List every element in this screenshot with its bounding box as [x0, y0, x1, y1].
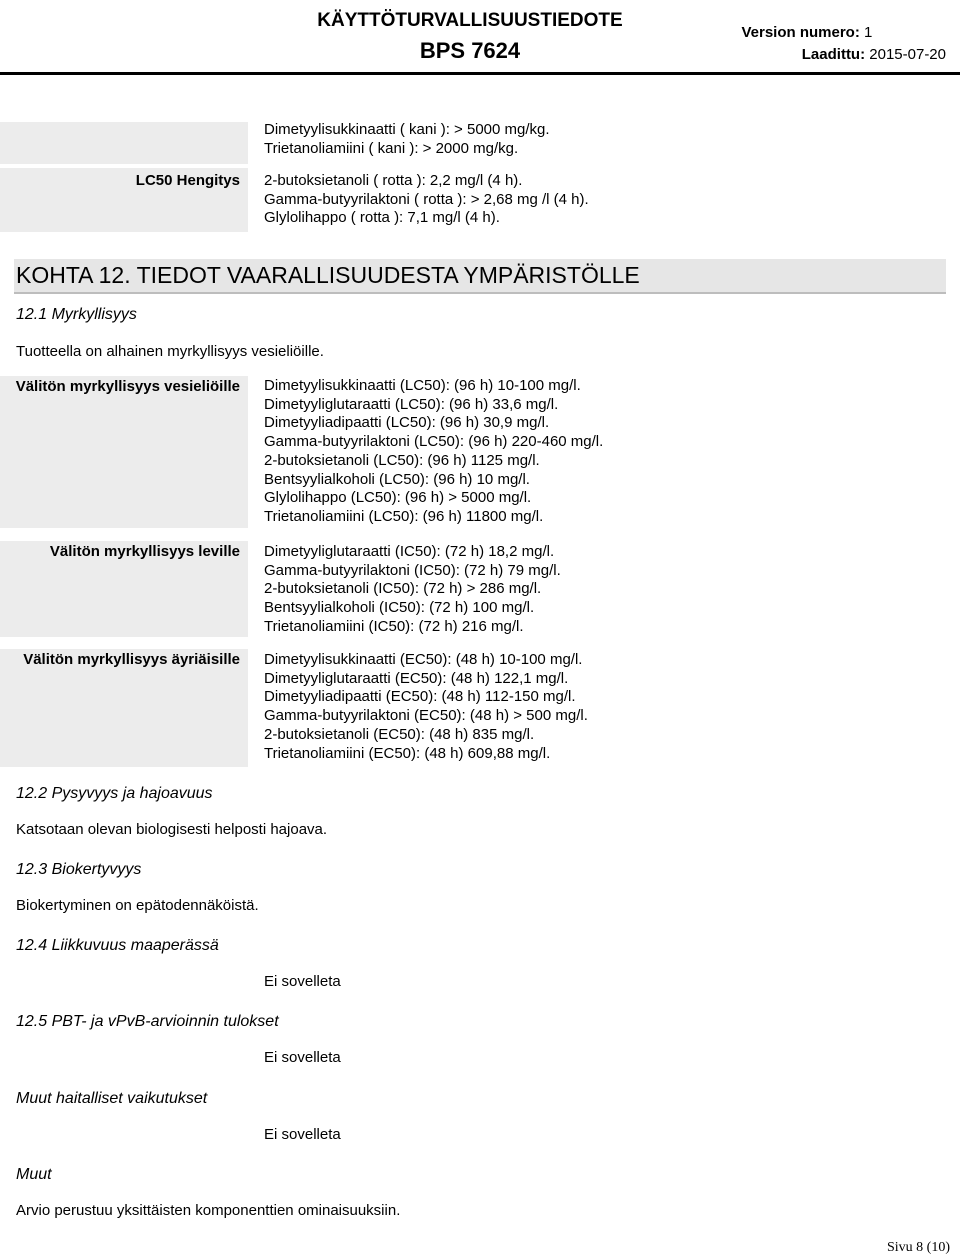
mobility-text: Ei sovelleta [264, 973, 341, 990]
value-line: 2-butoksietanoli (EC50): (48 h) 835 mg/l. [264, 725, 535, 743]
value-line: 2-butoksietanoli (IC50): (72 h) > 286 mg/l. [264, 580, 542, 598]
degradability-text: Katsotaan olevan biologisesti helposti hajoava. [16, 821, 328, 838]
value-line: Trietanoliamiini (EC50): (48 h) 609,88 mg/l. [264, 744, 551, 762]
row-label-algae: Välitön myrkyllisyys leville [0, 541, 248, 637]
value-line: Dimetyyliadipaatti (LC50): (96 h) 30,9 mg/l. [264, 414, 550, 432]
row-values-crustaceans [264, 651, 588, 763]
other-text: Arvio perustuu yksittäisten komponenttien ominaisuuksiin. [16, 1202, 401, 1219]
value-line: Dimetyyliglutaraatti (EC50): (48 h) 122,1 mg/l. [264, 669, 569, 687]
version-value: 1 [864, 24, 873, 41]
tox-row-values [264, 172, 589, 228]
subsection-heading-12-2: 12.2 Pysyvyys ja hajoavuus [16, 785, 213, 802]
date-label: Laadittu: [801, 46, 866, 63]
bioaccumulation-text: Biokertyminen on epätodennäköistä. [16, 897, 259, 914]
document-title: KÄYTTÖTURVALLISUUSTIEDOTE [317, 10, 623, 31]
date-info [802, 46, 946, 63]
value-line: 2-butoksietanoli (LC50): (96 h) 1125 mg/l. [264, 451, 540, 469]
value-line: Glylolihappo ( rotta ): 7,1 mg/l (4 h). [264, 209, 500, 227]
value-line: Dimetyylisukkinaatti (LC50): (96 h) 10-100 mg/l. [264, 377, 581, 394]
value-line: Trietanoliamiini ( kani ): > 2000 mg/kg. [264, 139, 519, 157]
value-line: Dimetyylisukkinaatti ( kani ): > 5000 mg/kg. [264, 121, 550, 138]
date-value: 2015-07-20 [869, 46, 946, 63]
row-values-aquatic [264, 377, 603, 527]
value-line: Dimetyyliglutaraatti (IC50): (72 h) 18,2 mg/l. [264, 543, 555, 560]
subsection-heading-12-1: 12.1 Myrkyllisyys [16, 306, 137, 323]
tox-row-label [0, 122, 248, 164]
other-effects-heading: Muut haitalliset vaikutukset [16, 1090, 208, 1107]
value-line: Glylolihappo (LC50): (96 h) > 5000 mg/l. [264, 489, 532, 507]
subsection-heading-12-3: 12.3 Biokertyvyys [16, 861, 142, 878]
value-line: Dimetyyliglutaraatti (LC50): (96 h) 33,6 mg/l. [264, 395, 559, 413]
row-label-crustaceans: Välitön myrkyllisyys äyriäisille [0, 649, 248, 767]
other-heading: Muut [16, 1166, 52, 1183]
value-line: Dimetyyliadipaatti (EC50): (48 h) 112-150 mg/l. [264, 688, 576, 706]
tox-row-label-lc50: LC50 Hengitys [0, 168, 248, 232]
version-info [741, 24, 946, 41]
pbt-text: Ei sovelleta [264, 1049, 341, 1066]
row-values-algae [264, 543, 561, 637]
page-number: Sivu 8 (10) [887, 1240, 950, 1255]
value-line: Bentsyylialkoholi (IC50): (72 h) 100 mg/l. [264, 599, 535, 617]
section-title: KOHTA 12. TIEDOT VAARALLISUUDESTA YMPÄRISTÖLLE [16, 262, 640, 288]
other-effects-text: Ei sovelleta [264, 1126, 341, 1143]
value-line: 2-butoksietanoli ( rotta ): 2,2 mg/l (4 h). [264, 172, 523, 189]
header-divider [0, 72, 960, 75]
value-line: Bentsyylialkoholi (LC50): (96 h) 10 mg/l. [264, 470, 530, 488]
product-name: BPS 7624 [419, 38, 521, 63]
subsection-heading-12-5: 12.5 PBT- ja vPvB-arvioinnin tulokset [16, 1013, 279, 1030]
value-line: Trietanoliamiini (IC50): (72 h) 216 mg/l. [264, 617, 524, 635]
row-label-aquatic: Välitön myrkyllisyys vesieliöille [0, 376, 248, 528]
value-line: Gamma-butyyrilaktoni (EC50): (48 h) > 500 mg/l. [264, 707, 588, 725]
subsection-heading-12-4: 12.4 Liikkuvuus maaperässä [16, 937, 219, 954]
version-label: Version numero: [741, 24, 860, 41]
value-line: Dimetyylisukkinaatti (EC50): (48 h) 10-100 mg/l. [264, 651, 583, 668]
value-line: Gamma-butyyrilaktoni (LC50): (96 h) 220-460 mg/l. [264, 433, 604, 451]
tox-row-values [264, 121, 550, 158]
toxicity-intro: Tuotteella on alhainen myrkyllisyys vesieliöille. [16, 343, 324, 360]
value-line: Gamma-butyyrilaktoni (IC50): (72 h) 79 mg/l. [264, 561, 561, 579]
value-line: Trietanoliamiini (LC50): (96 h) 11800 mg/l. [264, 507, 544, 525]
value-line: Gamma-butyyrilaktoni ( rotta ): > 2,68 mg /l (4 h). [264, 190, 589, 208]
